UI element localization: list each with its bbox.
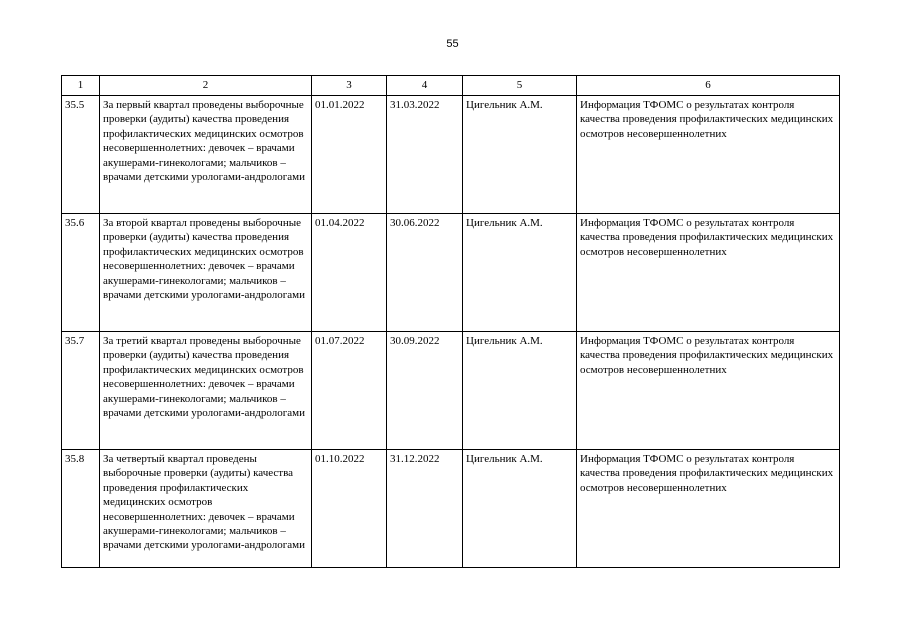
table-header [62, 76, 840, 96]
table-row [62, 450, 840, 568]
header-col-2: 2 [100, 76, 312, 96]
row-result: Информация ТФОМС о результатах контроля качества проведения профилактических медицинских осмотров несовершеннолетних [577, 214, 840, 332]
header-col-5: 5 [463, 76, 577, 96]
row-start-date: 01.04.2022 [312, 214, 387, 332]
row-number: 35.8 [62, 450, 100, 568]
table-row [62, 214, 840, 332]
row-result: Информация ТФОМС о результатах контроля качества проведения профилактических медицинских осмотров несовершеннолетних [577, 96, 840, 214]
row-start-date: 01.10.2022 [312, 450, 387, 568]
page-number: 55 [446, 38, 459, 50]
row-result: Информация ТФОМС о результатах контроля качества проведения профилактических медицинских осмотров несовершеннолетних [577, 450, 840, 568]
row-number: 35.6 [62, 214, 100, 332]
row-description: За третий квартал проведены выборочные проверки (аудиты) качества проведения профилактических медицинских осмотров несовершеннолетних: девочек – врачами акушерами-гинекологами; мальчиков – врачами детскими урологами-андрологами [100, 332, 312, 450]
row-result: Информация ТФОМС о результатах контроля качества проведения профилактических медицинских осмотров несовершеннолетних [577, 332, 840, 450]
row-number: 35.5 [62, 96, 100, 214]
row-end-date: 31.12.2022 [387, 450, 463, 568]
header-col-6: 6 [577, 76, 840, 96]
row-description: За первый квартал проведены выборочные проверки (аудиты) качества проведения профилактических медицинских осмотров несовершеннолетних: девочек – врачами акушерами-гинекологами; мальчиков – врачами детскими урологами-андрологами [100, 96, 312, 214]
row-end-date: 31.03.2022 [387, 96, 463, 214]
header-col-3: 3 [312, 76, 387, 96]
row-description: За четвертый квартал проведены выборочные проверки (аудиты) качества проведения профилактических медицинских осмотров несовершеннолетних: девочек – врачами акушерами-гинекологами; мальчиков – врачами детскими урологами-андрологами [100, 450, 312, 568]
table-row [62, 96, 840, 214]
row-description: За второй квартал проведены выборочные проверки (аудиты) качества проведения профилактических медицинских осмотров несовершеннолетних: девочек – врачами акушерами-гинекологами; мальчиков – врачами детскими урологами-андрологами [100, 214, 312, 332]
row-responsible: Цигельник А.М. [463, 332, 577, 450]
table-body [62, 96, 840, 568]
row-start-date: 01.01.2022 [312, 96, 387, 214]
row-end-date: 30.06.2022 [387, 214, 463, 332]
row-end-date: 30.09.2022 [387, 332, 463, 450]
header-col-4: 4 [387, 76, 463, 96]
row-responsible: Цигельник А.М. [463, 450, 577, 568]
row-number: 35.7 [62, 332, 100, 450]
plan-table [61, 75, 840, 568]
header-col-1: 1 [62, 76, 100, 96]
table-row [62, 332, 840, 450]
row-responsible: Цигельник А.М. [463, 96, 577, 214]
header-row [62, 76, 840, 96]
row-start-date: 01.07.2022 [312, 332, 387, 450]
row-responsible: Цигельник А.М. [463, 214, 577, 332]
